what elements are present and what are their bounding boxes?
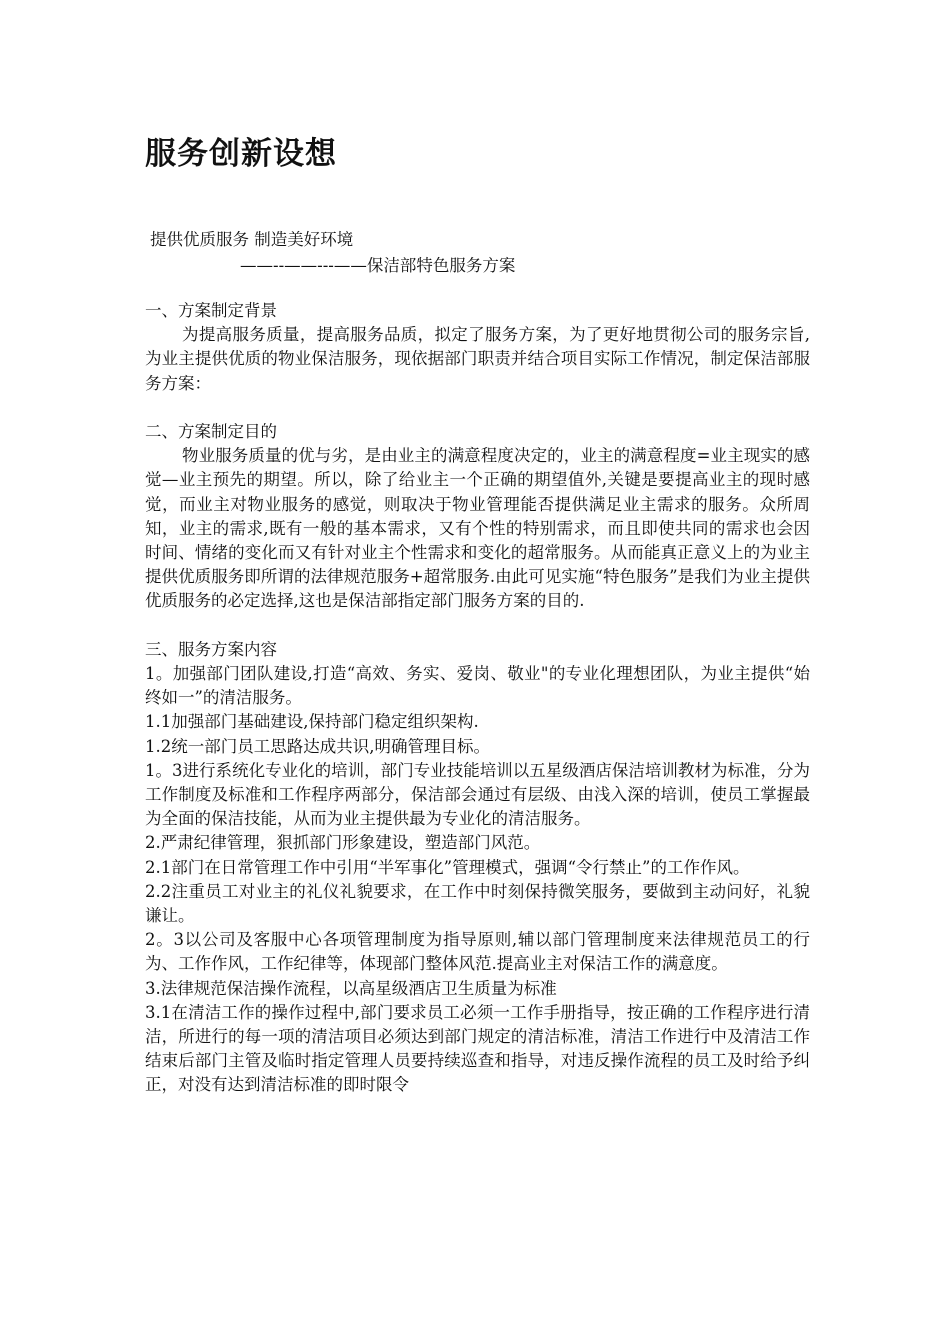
document-title: 服务创新设想 [145,136,337,172]
document-body [145,299,810,1098]
list-item: 1.1加强部门基础建设,保持部门稳定组织架构. [145,712,479,732]
section-1-paragraph: 为提高服务质量，提高服务品质，拟定了服务方案，为了更好地贯彻公司的服务宗旨,为业主提供优质的物业保洁服务，现依据部门职责并结合项目实际工作情况，制定保洁部服务方案： [145,325,810,393]
section-3-heading: 三、服务方案内容 [145,639,277,659]
section-2-paragraph: 物业服务质量的优与劣，是由业主的满意程度决定的，业主的满意程度=业主现实的感觉—业主预先的期望。所以，除了给业主一个正确的期望值外,关键是要提高业主的现时感觉，而业主对物业服务的感觉，则取决于物业管理能否提供满足业主需求的服务。众所周知，业主的需求,既有一般的基本需求，又有个性的特别需求，而且即使共同的需求也会因时间、情绪的变化而又有针对业主个性需求和变化的超常服务。从而能真正意义上的为业主提供优质服务即所谓的法律规范服务+超常服务.由此可见实施“特色服务”是我们为业主提供优质服务的必定选择,这也是保洁部指定部门服务方案的目的. [145,446,810,611]
list-item: 3.1在清洁工作的操作过程中,部门要求员工必须一工作手册指导，按正确的工作程序进行清洁，所进行的每一项的清洁项目必须达到部门规定的清洁标准，清洁工作进行中及清洁工作结束后部门主管及临时指定管理人员要持续巡查和指导，对违反操作流程的员工及时给予纠正，对没有达到清洁标准的即时限令 [145,1002,810,1095]
section-2-heading: 二、方案制定目的 [145,422,277,441]
document-subtitle-line2: ——--——---——保洁部特色服务方案 [240,256,516,275]
document-subtitle: 提供优质服务 制造美好环境 [150,230,354,249]
list-item: 2.1部门在日常管理工作中引用“半军事化”管理模式，强调“令行禁止”的工作作风。 [145,857,750,877]
list-item: 2。3以公司及客服中心各项管理制度为指导原则,辅以部门管理制度来法律规范员工的行为、工作作风，工作纪律等，体现部门整体风范.提高业主对保洁工作的满意度。 [145,930,810,974]
list-item: 1。加强部门团队建设,打造“高效、务实、爱岗、敬业"的专业化理想团队，为业主提供“始终如一”的清洁服务。 [145,664,810,708]
section-1-heading: 一、方案制定背景 [145,301,277,320]
list-item: 1.2统一部门员工思路达成共识,明确管理目标。 [145,736,490,756]
list-item: 3.法律规范保洁操作流程，以高星级酒店卫生质量为标准 [145,978,557,998]
list-item: 1。3进行系统化专业化的培训，部门专业技能培训以五星级酒店保洁培训教材为标准，分为工作制度及标准和工作程序两部分，保洁部会通过有层级、由浅入深的培训，使员工掌握最为全面的保洁技能，从而为业主提供最为专业化的清洁服务。 [145,760,810,829]
list-item: 2.严肃纪律管理，狠抓部门形象建设，塑造部门风范。 [145,833,541,853]
list-item: 2.2注重员工对业主的礼仪礼貌要求，在工作中时刻保持微笑服务，要做到主动问好，礼貌谦让。 [145,881,810,926]
